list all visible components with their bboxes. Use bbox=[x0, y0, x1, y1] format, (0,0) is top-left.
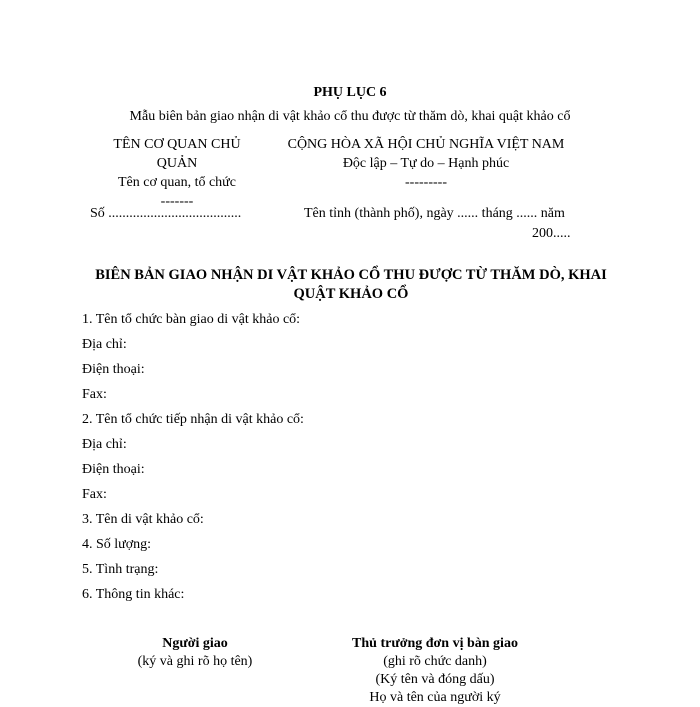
organization-name: Tên cơ quan, tổ chức bbox=[117, 175, 236, 190]
field-receiving-phone: Điện thoại: bbox=[82, 462, 145, 477]
field-receiving-fax: Fax: bbox=[82, 487, 107, 502]
unit-head-note-position: (ghi rõ chức danh) bbox=[383, 654, 487, 669]
unit-head-title: Thủ trưởng đơn vị bàn giao bbox=[352, 636, 518, 651]
field-other-info: 6. Thông tin khác: bbox=[82, 587, 185, 602]
document-number: Số ...................................... bbox=[90, 206, 242, 221]
document-title-line2: QUẬT KHẢO CỔ bbox=[293, 286, 409, 302]
document-title bbox=[76, 266, 626, 304]
field-artifact-name: 3. Tên di vật khảo cổ: bbox=[82, 512, 204, 527]
country-name: CỘNG HÒA XÃ HỘI CHỦ NGHĨA VIỆT NAM bbox=[287, 137, 565, 152]
header-right-divider: --------- bbox=[405, 175, 447, 190]
signature-deliverer bbox=[95, 635, 295, 671]
national-header-block bbox=[276, 135, 576, 192]
place-and-date: Tên tỉnh (thành phố), ngày ...... tháng ...... năm bbox=[304, 206, 565, 221]
form-fields bbox=[82, 312, 304, 612]
agency-name-line2: QUẢN bbox=[156, 156, 198, 171]
field-handover-fax: Fax: bbox=[82, 387, 107, 402]
signature-unit-head bbox=[320, 635, 550, 707]
date-year: 200..... bbox=[532, 226, 571, 241]
appendix-subtitle: Mẫu biên bản giao nhận di vật khảo cổ thu được từ thăm dò, khai quật khảo cổ bbox=[129, 109, 571, 124]
field-handover-phone: Điện thoại: bbox=[82, 362, 145, 377]
header-left-divider: ------- bbox=[160, 194, 194, 209]
field-handover-address: Địa chỉ: bbox=[82, 337, 127, 352]
national-motto: Độc lập – Tự do – Hạnh phúc bbox=[342, 156, 510, 171]
field-quantity: 4. Số lượng: bbox=[82, 537, 152, 552]
issuing-agency-block bbox=[92, 135, 262, 211]
agency-name-line1: TÊN CƠ QUAN CHỦ bbox=[113, 137, 241, 152]
field-receiving-address: Địa chỉ: bbox=[82, 437, 127, 452]
unit-head-note-name: Họ và tên của người ký bbox=[369, 690, 501, 705]
document-title-line1: BIÊN BẢN GIAO NHẬN DI VẬT KHẢO CỔ THU ĐƯỢC TỪ THĂM DÒ, KHAI bbox=[95, 267, 607, 283]
field-receiving-org: 2. Tên tổ chức tiếp nhận di vật khảo cổ: bbox=[82, 412, 304, 427]
field-condition: 5. Tình trạng: bbox=[82, 562, 159, 577]
appendix-title: PHỤ LỤC 6 bbox=[313, 85, 387, 100]
deliverer-note: (ký và ghi rõ họ tên) bbox=[137, 654, 253, 669]
field-handover-org: 1. Tên tổ chức bàn giao di vật khảo cổ: bbox=[82, 312, 301, 327]
deliverer-title: Người giao bbox=[162, 636, 228, 651]
unit-head-note-seal: (Ký tên và đóng dấu) bbox=[375, 672, 495, 687]
